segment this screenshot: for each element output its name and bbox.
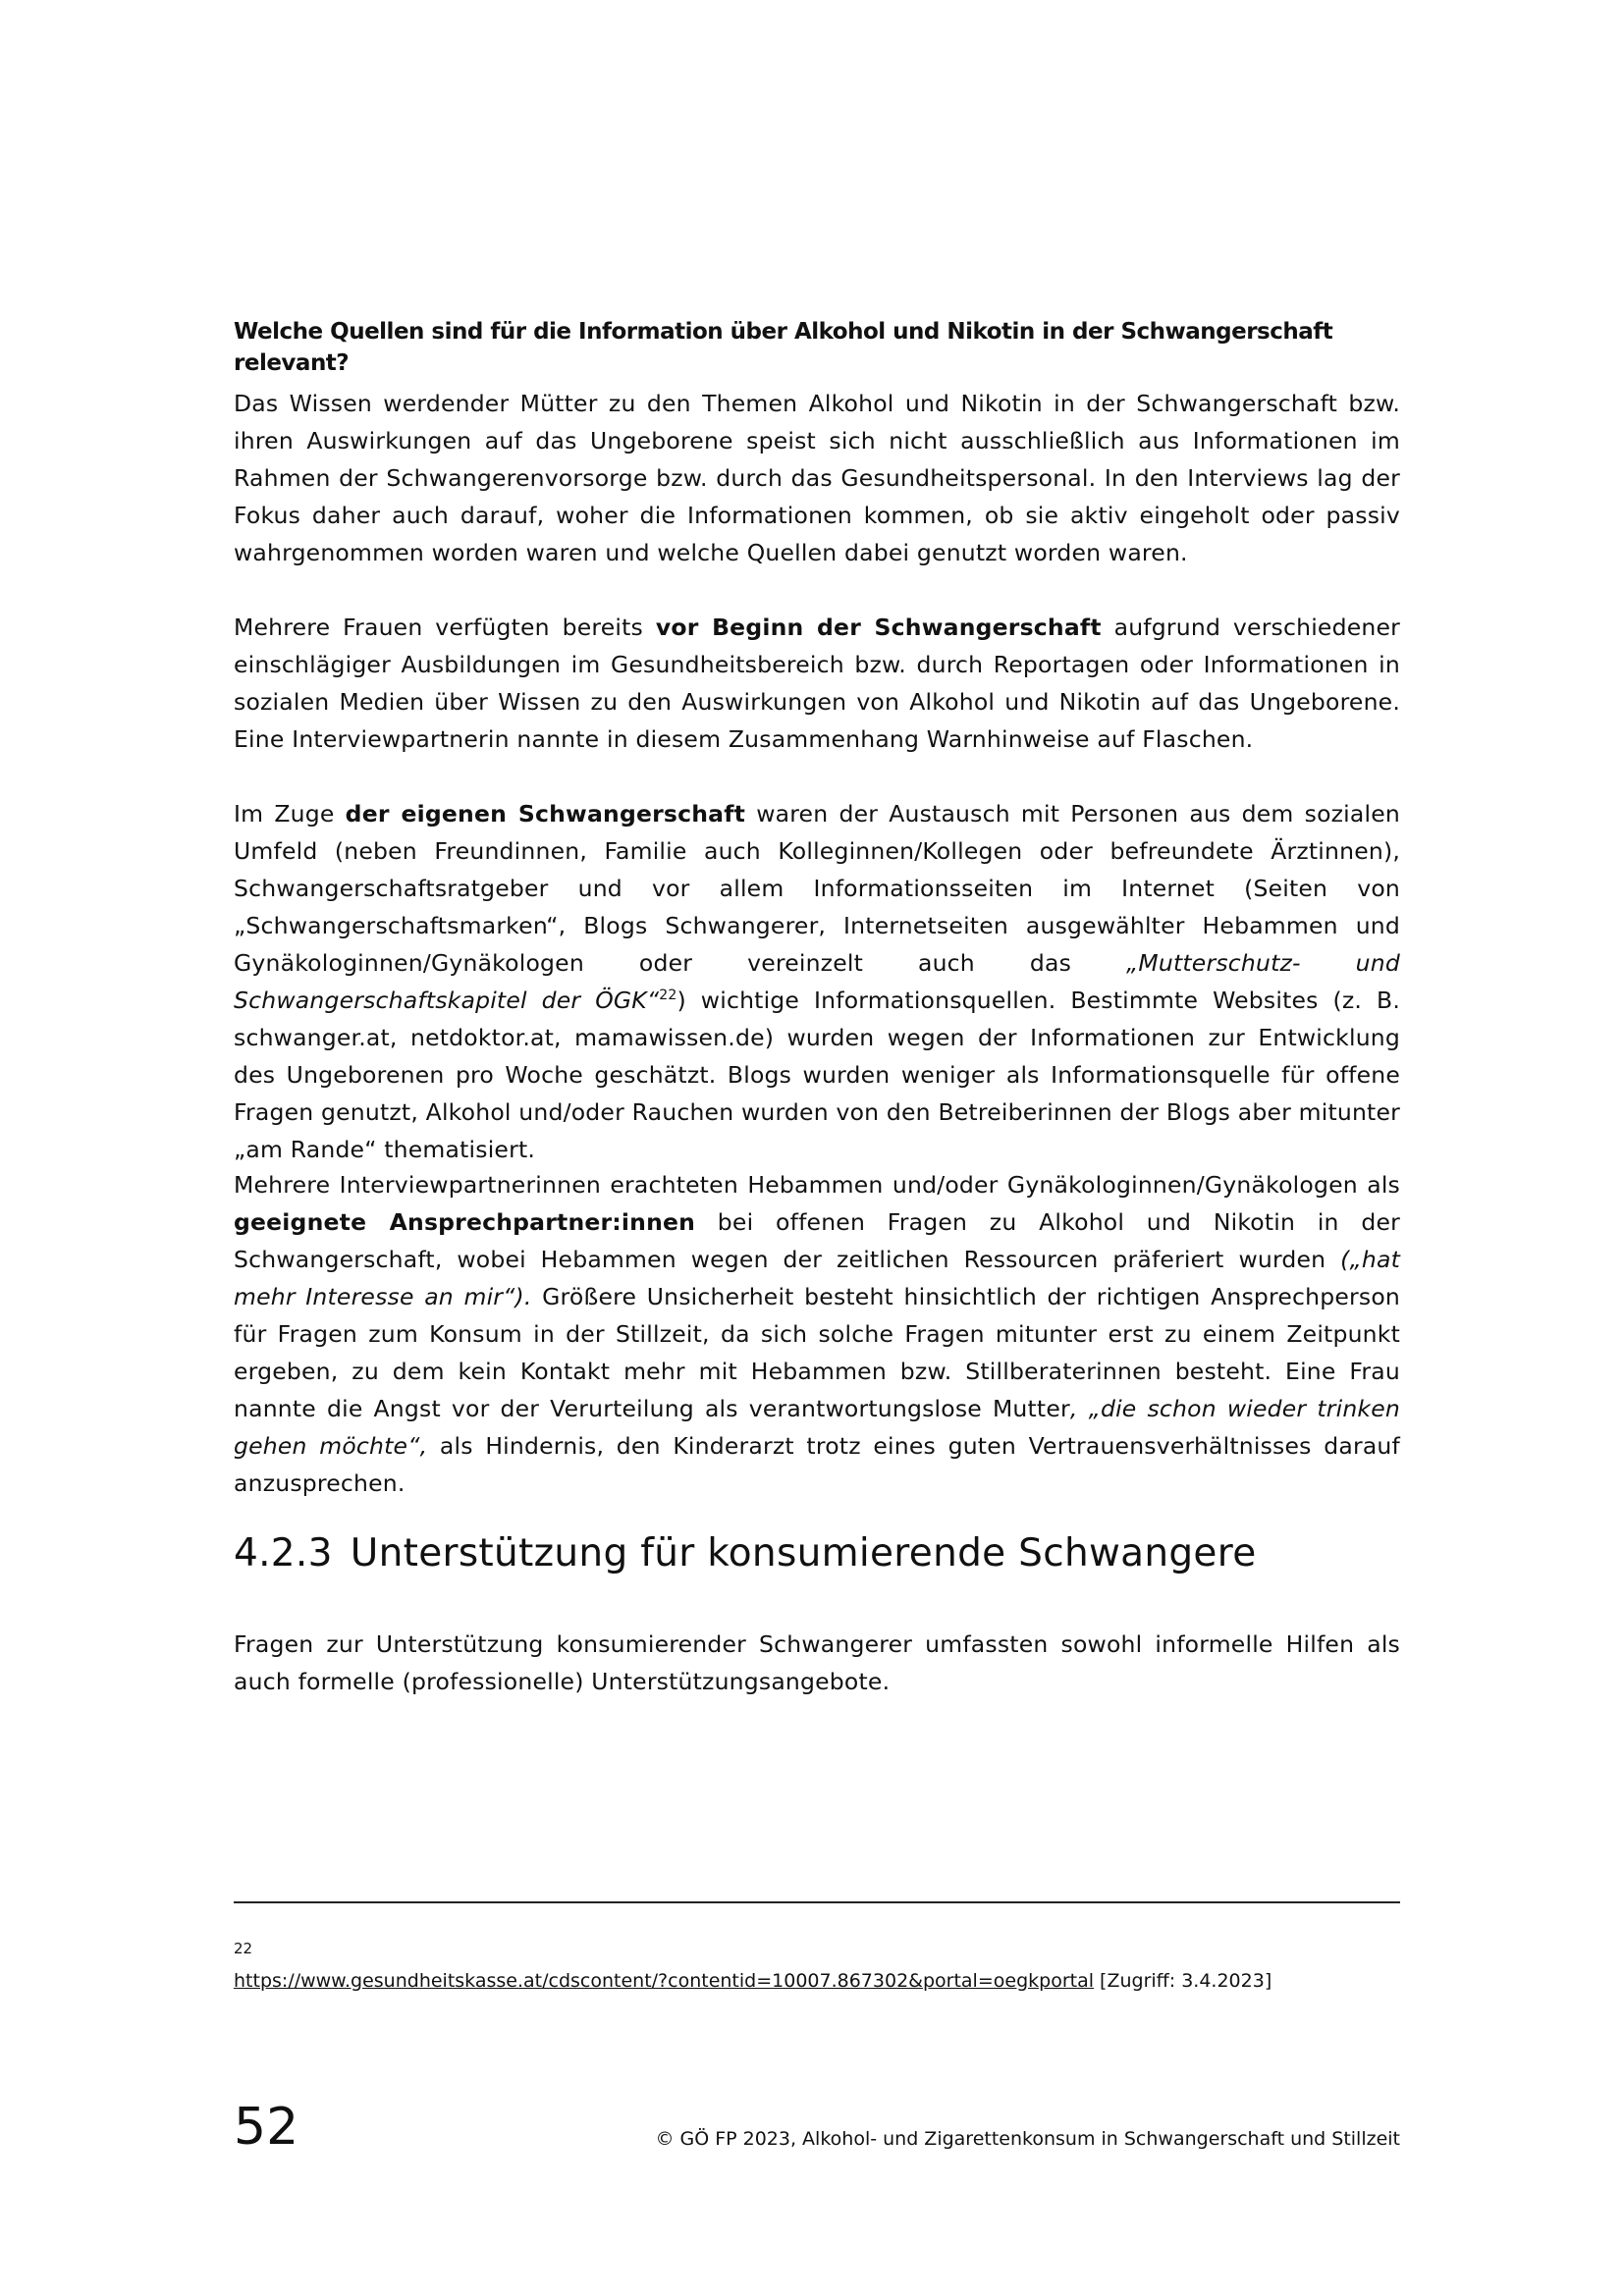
text-run: ) wichtige Informationsquellen. Bestimmte Websites (z. B. schwanger.at, netdoktor.at, mamawissen.de) wurden wegen der Informationen zur Entwicklung des Ungeborenen pro Woche geschätzt. Blogs wurden weniger als Informationsquelle für offene Fragen genutzt, Alkohol und/oder Rauchen wurden von den Betreiberinnen der Blogs aber mitunter „am Rande“ thematisiert. bbox=[234, 987, 1400, 1163]
paragraph-knowledge-sources: Das Wissen werdender Mütter zu den Themen Alkohol und Nikotin in der Schwangerschaft bzw. ihren Auswirkungen auf das Ungeborene speist sich nicht ausschließlich aus Informationen im Rahmen der Schwangerenvorsorge bzw. durch das Gesundheitspersonal. In den Interviews lag der Fokus daher auch darauf, woher die Informationen kommen, ob sie aktiv eingeholt oder passiv wahrgenommen worden waren und welche Quellen dabei genutzt worden waren. bbox=[234, 390, 1400, 566]
section-title: Unterstützung für konsumierende Schwangere bbox=[350, 1531, 1257, 1575]
paragraph-before-pregnancy bbox=[234, 609, 1400, 758]
bold-phrase: vor Beginn der Schwangerschaft bbox=[655, 614, 1102, 641]
footnote-link[interactable]: https://www.gesundheitskasse.at/cdscontent/?contentid=10007.867302&portal=oegkportal bbox=[234, 1970, 1095, 1992]
text-run: Größere Unsicherheit besteht hinsichtlich der richtigen Ansprechperson für Fragen zum Konsum in der Stillzeit, da sich solche Fragen mitunter erst zu einem Zeitpunkt ergeben, zu dem kein Kontakt mehr mit Hebammen bzw. Stillberaterinnen besteht. Eine Frau nannte die Angst vor der Verurteilung als verantwortungslose Mutter bbox=[234, 1283, 1400, 1422]
footer-copyright: © GÖ FP 2023, Alkohol- und Zigarettenkonsum in Schwangerschaft und Stillzeit bbox=[655, 2128, 1400, 2150]
question-heading: Welche Quellen sind für die Information über Alkohol und Nikotin in der Schwangerschaft relevant? bbox=[234, 319, 1333, 376]
text-run: als Hindernis, den Kinderarzt trotz eines guten Vertrauensverhältnisses darauf anzusprechen. bbox=[234, 1432, 1400, 1497]
text-run: waren der Austausch mit Personen aus dem sozialen Umfeld (neben Freundinnen, Familie auch Kolleginnen/Kollegen oder befreundete Ärztinnen), Schwangerschaftsratgeber und vor allem Informationsseiten im Internet (Seiten von „Schwangerschaftsmarken“, Blogs Schwangerer, Internetseiten ausgewählter Hebammen und Gynäkologinnen/Gynäkologen oder vereinzelt auch das bbox=[234, 800, 1400, 977]
paragraph-support-intro: Fragen zur Unterstützung konsumierender Schwangerer umfassten sowohl informelle Hilfen als auch formelle (professionelle) Unterstützungsangebote. bbox=[234, 1630, 1400, 1695]
text-run: Im Zuge bbox=[234, 800, 346, 828]
text-run: aufgrund verschiedener einschlägiger Ausbildungen im Gesundheitsbereich bzw. durch Reportagen oder Informationen in sozialen Medien über Wissen zu den Auswirkungen von Alkohol und Nikotin auf das Ungeborene. Eine Interviewpartnerin nannte in diesem Zusammenhang Warnhinweise auf Flaschen. bbox=[234, 614, 1400, 753]
text-run: Mehrere Frauen verfügten bereits bbox=[234, 614, 656, 641]
footnote-access-date: [Zugriff: 3.4.2023] bbox=[1094, 1970, 1272, 1992]
text-run: bei offenen Fragen zu Alkohol und Nikotin in der Schwangerschaft, wobei Hebammen wegen der zeitlichen Ressourcen präferiert wurden bbox=[234, 1208, 1400, 1273]
footnote-divider bbox=[234, 1901, 1400, 1903]
section-heading bbox=[234, 1527, 1400, 1580]
footnote-reference[interactable]: 22 bbox=[659, 988, 677, 1004]
italic-quote: („hat mehr Interesse an mir“). bbox=[234, 1246, 1400, 1310]
bold-phrase: der eigenen Schwangerschaft bbox=[345, 800, 746, 828]
italic-quote: , „die schon wieder trinken gehen möchte“, bbox=[234, 1395, 1400, 1460]
footnote bbox=[234, 1968, 1400, 1994]
footnote-number: 22 bbox=[234, 1940, 253, 1957]
italic-phrase: „Mutterschutz- und Schwangerschaftskapitel der ÖGK“ bbox=[234, 949, 1400, 1014]
text-run: Mehrere Interviewpartnerinnen erachteten Hebammen und/oder Gynäkologinnen/Gynäkologen als bbox=[234, 1171, 1400, 1199]
paragraph-during-pregnancy bbox=[234, 795, 1400, 1168]
bold-phrase: geeignete Ansprechpartner:innen bbox=[234, 1208, 696, 1236]
paragraph-contact-persons bbox=[234, 1166, 1400, 1502]
page-number: 52 bbox=[234, 2098, 299, 2157]
section-number: 4.2.3 bbox=[234, 1531, 333, 1575]
